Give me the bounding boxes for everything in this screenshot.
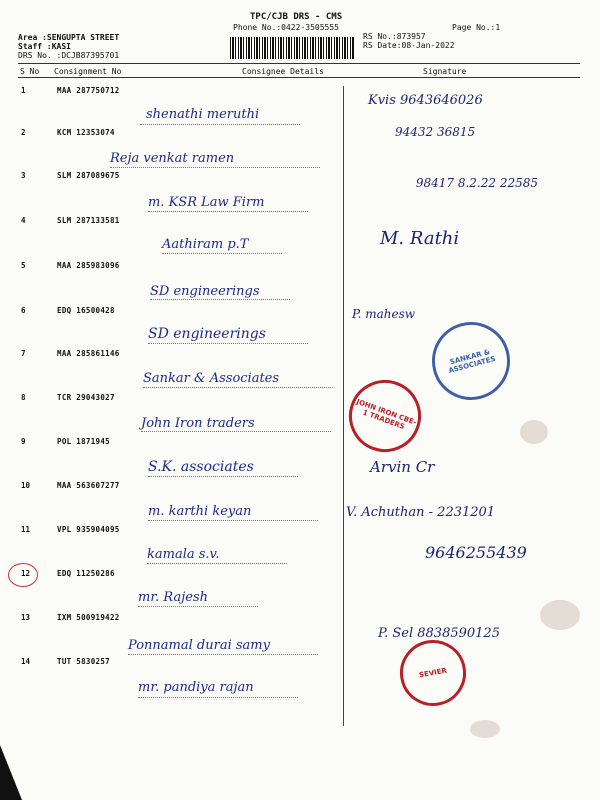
row-12-consignee: mr. Rajesh bbox=[138, 590, 208, 605]
row-14-consignee: mr. pandiya rajan bbox=[138, 680, 254, 695]
row-3-signature: 98417 8.2.22 22585 bbox=[415, 176, 538, 190]
rs-date: RS Date:08-Jan-2022 bbox=[363, 41, 455, 50]
row-6-consignee: SD engineerings bbox=[148, 326, 266, 342]
row-12-consignment: EDQ 11250286 bbox=[57, 569, 115, 578]
page-number: Page No.:1 bbox=[452, 23, 501, 32]
row-11-dots bbox=[147, 563, 287, 564]
row-9-signature: Arvin Cr bbox=[370, 458, 435, 476]
row-8-sno: 8 bbox=[21, 393, 26, 402]
stain-mark bbox=[540, 600, 580, 630]
row-9-sno: 9 bbox=[21, 437, 26, 446]
row-6-sno: 6 bbox=[21, 306, 26, 315]
staff-field: Staff :KASI bbox=[18, 42, 71, 51]
row-9-dots bbox=[148, 476, 298, 477]
row-12-dots bbox=[138, 606, 258, 607]
row-6-consignment: EDQ 16500428 bbox=[57, 306, 115, 315]
row-9-consignee: S.K. associates bbox=[148, 459, 254, 475]
row-11-consignee: kamala s.v. bbox=[147, 547, 220, 562]
row-7-dots bbox=[143, 387, 333, 388]
row-2-consignment: KCM 12353074 bbox=[57, 128, 115, 137]
row-1-consignment: MAA 287750712 bbox=[57, 86, 120, 95]
row-10-dots bbox=[148, 520, 318, 521]
header-rule-top bbox=[18, 63, 580, 64]
row-10-consignee: m. karthi keyan bbox=[148, 504, 252, 519]
row-2-dots bbox=[110, 167, 320, 168]
row-3-sno: 3 bbox=[21, 171, 26, 180]
row-9-consignment: POL 1871945 bbox=[57, 437, 110, 446]
row-2-signature: 94432 36815 bbox=[395, 125, 476, 139]
row-13-consignee: Ponnamal durai samy bbox=[128, 638, 270, 653]
row-3-consignment: SLM 287089675 bbox=[57, 171, 120, 180]
row-5-sno: 5 bbox=[21, 261, 26, 270]
row-4-dots bbox=[162, 253, 282, 254]
row-4-consignee: Aathiram p.T bbox=[162, 237, 249, 252]
row-6-dots bbox=[148, 343, 308, 344]
header-rule-bottom bbox=[18, 77, 580, 78]
row-4-sno: 4 bbox=[21, 216, 26, 225]
row-3-dots bbox=[148, 211, 308, 212]
row-1-dots bbox=[140, 124, 300, 125]
sankar-associates-stamp: SANKAR & ASSOCIATES bbox=[423, 313, 519, 409]
rs-number: RS No.:873957 bbox=[363, 32, 426, 41]
col-consignment: Consignment No bbox=[54, 67, 122, 76]
row-1-sno: 1 bbox=[21, 86, 26, 95]
col-sno: S No bbox=[20, 67, 40, 76]
row-14-consignment: TUT 5830257 bbox=[57, 657, 110, 666]
row-4-consignment: SLM 287133581 bbox=[57, 216, 120, 225]
row-8-consignee: John Iron traders bbox=[141, 416, 255, 431]
phone-number: Phone No.:0422-3505555 bbox=[233, 23, 339, 32]
john-iron-traders-stamp: JOHN IRON CBE-1 TRADERS bbox=[339, 370, 431, 462]
row-11-signature: 9646255439 bbox=[425, 543, 527, 562]
row-5-consignee: SD engineerings bbox=[150, 284, 260, 299]
row-12-sno: 12 bbox=[21, 569, 31, 578]
row-13-signature: P. Sel 8838590125 bbox=[378, 626, 500, 641]
row-3-consignee: m. KSR Law Firm bbox=[148, 195, 265, 210]
row-13-sno: 13 bbox=[21, 613, 31, 622]
row-8-consignment: TCR 29043027 bbox=[57, 393, 115, 402]
row-7-sno: 7 bbox=[21, 349, 26, 358]
row-10-signature: V. Achuthan - 2231201 bbox=[346, 505, 496, 520]
row-14-sno: 14 bbox=[21, 657, 31, 666]
row-8-dots bbox=[141, 431, 331, 432]
scan-corner-shadow bbox=[0, 745, 22, 800]
row-6-signature: P. mahesw bbox=[352, 307, 416, 321]
col-consignee: Consignee Details bbox=[242, 67, 324, 76]
drs-number: DRS No. :DCJB87395701 bbox=[18, 51, 120, 60]
row-7-consignee: Sankar & Associates bbox=[143, 371, 280, 386]
area-field: Area :SENGUPTA STREET bbox=[18, 33, 120, 42]
row-7-consignment: MAA 285861146 bbox=[57, 349, 120, 358]
row-10-sno: 10 bbox=[21, 481, 31, 490]
row-5-dots bbox=[150, 299, 290, 300]
row-2-consignee: Reja venkat ramen bbox=[110, 151, 235, 166]
row-13-consignment: IXM 500919422 bbox=[57, 613, 120, 622]
barcode bbox=[230, 37, 354, 59]
col-signature: Signature bbox=[423, 67, 467, 76]
row-1-consignee: shenathi meruthi bbox=[146, 107, 260, 122]
signature-divider bbox=[343, 86, 344, 726]
row-13-dots bbox=[128, 654, 318, 655]
row-4-signature: M. Rathi bbox=[380, 228, 460, 249]
document-title: TPC/CJB DRS - CMS bbox=[250, 12, 343, 22]
row-11-sno: 11 bbox=[21, 525, 31, 534]
row-14-dots bbox=[138, 697, 298, 698]
row-11-consignment: VPL 935904095 bbox=[57, 525, 120, 534]
red-round-stamp: SEVIER bbox=[395, 635, 471, 711]
row-2-sno: 2 bbox=[21, 128, 26, 137]
stain-mark bbox=[520, 420, 548, 444]
row-10-consignment: MAA 563607277 bbox=[57, 481, 120, 490]
row-5-consignment: MAA 285983096 bbox=[57, 261, 120, 270]
row-1-signature: Kvis 9643646026 bbox=[368, 93, 483, 108]
stain-mark bbox=[470, 720, 500, 738]
